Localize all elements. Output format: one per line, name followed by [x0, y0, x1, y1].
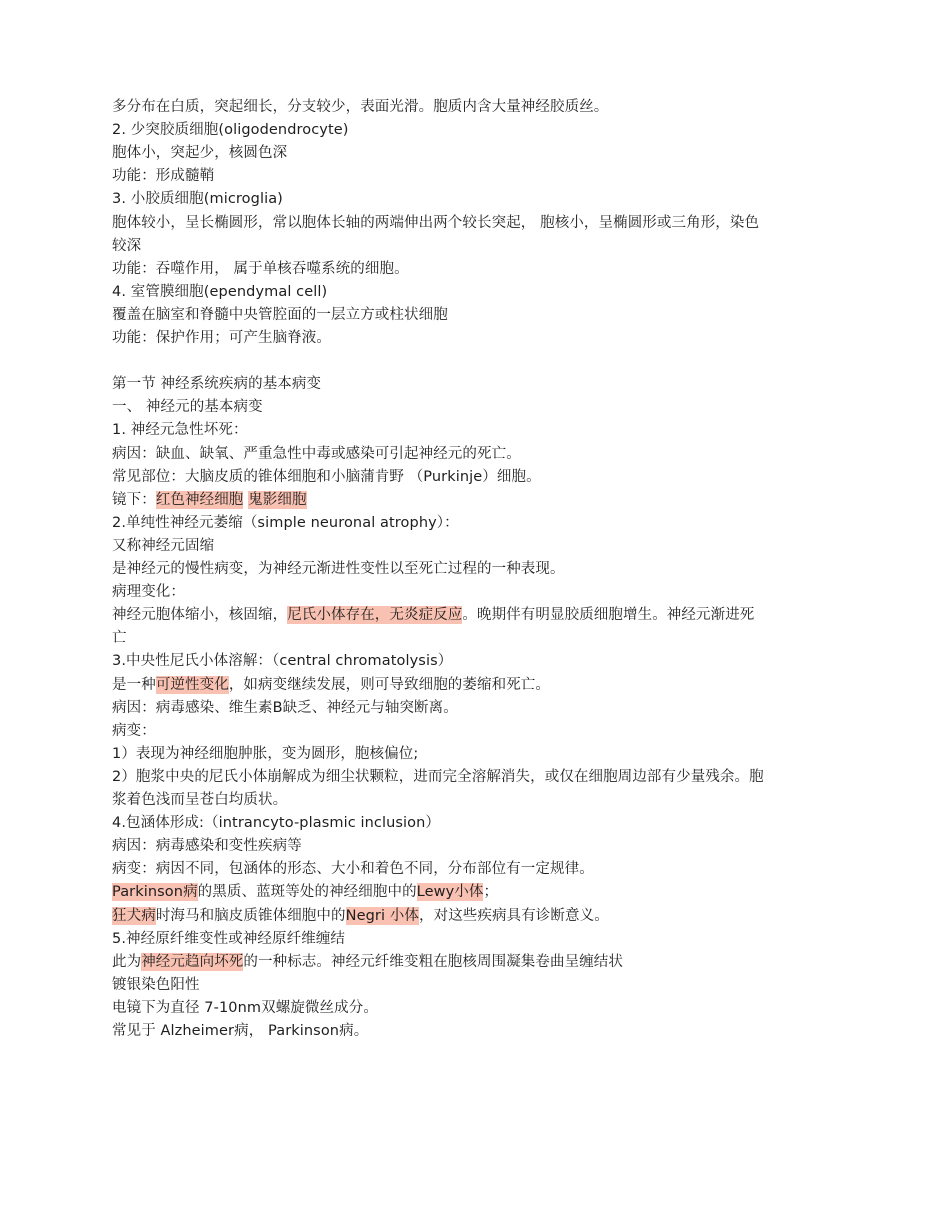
text-segment: 是一种: [112, 676, 156, 693]
text-line: [112, 281, 327, 304]
text-segment: 2）胞浆中央的尼氏小体崩解成为细尘状颗粒，进而完全溶解消失，或仅在细胞周边部有少量残余。胞: [112, 768, 764, 785]
text-segment: 第一节 神经系统疾病的基本病变: [112, 376, 322, 393]
text-line: [112, 997, 378, 1020]
text-line: [112, 627, 127, 650]
highlighted-text: Lewy小体: [416, 884, 484, 901]
text-segment: 常见部位：大脑皮质的锥体细胞和小脑蒲肯野 （Purkinje）细胞。: [112, 468, 541, 485]
text-line: [112, 858, 594, 881]
text-line: [112, 951, 623, 974]
highlighted-text: 红色神经细胞: [155, 491, 244, 508]
text-segment: 病因：病毒感染和变性疾病等: [112, 838, 302, 855]
highlighted-text: 狂犬病: [112, 907, 156, 924]
text-line: [112, 881, 498, 904]
text-line: [112, 720, 156, 743]
text-segment: 病因：病毒感染、维生素B缺乏、神经元与轴突断离。: [112, 699, 458, 716]
text-segment: 功能：吞噬作用， 属于单核吞噬系统的细胞。: [112, 260, 409, 277]
text-segment: 2.单纯性神经元萎缩（simple neuronal atrophy）：: [112, 514, 459, 531]
text-segment: ，对这些疾病具有诊断意义。: [419, 907, 609, 924]
text-line: [112, 650, 452, 673]
text-line: [112, 212, 759, 235]
text-line: [112, 674, 550, 697]
text-segment: 功能：保护作用；可产生脑脊液。: [112, 330, 331, 346]
text-line: [112, 558, 565, 581]
text-segment: 是神经元的慢性病变，为神经元渐进性变性以至死亡过程的一种表现。: [112, 561, 565, 577]
text-line: [112, 489, 307, 512]
text-line: [112, 789, 287, 812]
text-segment: 5.神经原纤维变性或神经原纤维缠结: [112, 930, 346, 947]
highlighted-text: 可逆性变化: [155, 676, 229, 693]
text-line: [112, 928, 345, 951]
text-segment: 多分布在白质，突起细长，分支较少，表面光滑。胞质内含大量神经胶质丝。: [112, 99, 609, 115]
highlighted-text: 尼氏小体存在，无炎症反应: [287, 607, 463, 624]
text-segment: 胞体小，突起少，核圆色深: [112, 145, 288, 162]
text-segment: 。晚期伴有明显胶质细胞增生。神经元渐进死: [462, 607, 755, 624]
text-segment: 1）表现为神经细胞肿胀，变为圆形，胞核偏位;: [112, 745, 419, 762]
text-segment: 功能：形成髓鞘: [112, 168, 215, 185]
highlighted-text: Parkinson病: [112, 884, 198, 901]
text-segment: 的一种标志。神经元纤维变粗在胞核周围凝集卷曲呈缠结状: [243, 953, 624, 970]
text-line: [112, 466, 541, 489]
text-segment: 浆着色浅而呈苍白均质状。: [112, 792, 288, 808]
text-segment: 1. 神经元急性坏死：: [112, 422, 248, 439]
text-line: [112, 373, 321, 396]
text-segment: 病变：病因不同，包涵体的形态、大小和着色不同，分布部位有一定规律。: [112, 861, 594, 878]
text-segment: 覆盖在脑室和脊髓中央管腔面的一层立方或柱状细胞: [112, 306, 448, 323]
highlighted-text: 鬼影细胞: [248, 491, 307, 508]
text-line: [112, 1020, 368, 1043]
text-line: [112, 96, 608, 119]
text-line: [112, 766, 764, 789]
text-line: [112, 974, 200, 997]
text-line: [112, 604, 754, 627]
text-line: [112, 697, 458, 720]
text-segment: 亡: [112, 630, 127, 647]
text-line: [112, 419, 248, 442]
text-segment: 4.包涵体形成:（intrancyto-plasmic inclusion）: [112, 815, 441, 832]
text-segment: 又称神经元固缩: [112, 537, 215, 554]
text-line: [112, 812, 440, 835]
text-line: [112, 581, 185, 604]
text-line: [112, 142, 287, 165]
text-segment: 常见于 Alzheimer病， Parkinson病。: [112, 1023, 369, 1039]
text-segment: 的黑质、蓝斑等处的神经细胞中的: [197, 884, 417, 901]
highlighted-text: Negri 小体: [345, 907, 419, 924]
text-segment: 此为: [112, 953, 142, 970]
text-line: [112, 327, 331, 350]
text-segment: 较深: [112, 237, 142, 254]
text-segment: 病因：缺血、缺氧、严重急性中毒或感染可引起神经元的死亡。: [112, 445, 521, 462]
text-line: [112, 512, 459, 535]
text-segment: 镀银染色阳性: [112, 976, 200, 993]
text-segment: 4. 室管膜细胞(ependymal cell): [112, 283, 328, 300]
text-segment: 电镜下为直径 7-10nm双螺旋微丝成分。: [112, 999, 378, 1016]
text-segment: ；: [483, 884, 499, 901]
text-line: [112, 119, 349, 142]
text-segment: 3. 小胶质细胞(microglia): [112, 191, 283, 208]
text-line: [112, 235, 141, 258]
text-line: [112, 188, 283, 211]
text-line: [112, 396, 263, 419]
text-segment: 时海马和脑皮质锥体细胞中的: [155, 907, 346, 924]
text-segment: 病理变化：: [112, 584, 185, 601]
text-line: [112, 743, 418, 766]
text-line: [112, 905, 609, 928]
text-segment: 神经元胞体缩小，核固缩，: [112, 607, 288, 624]
text-line: [112, 835, 302, 858]
text-segment: 2. 少突胶质细胞(oligodendrocyte): [112, 122, 349, 139]
text-segment: 胞体较小，呈长椭圆形，常以胞体长轴的两端伸出两个较长突起， 胞核小，呈椭圆形或三角形，染色: [112, 214, 760, 231]
text-segment: 一、 神经元的基本病变: [112, 399, 263, 416]
text-segment: 镜下：: [112, 491, 156, 508]
text-line: [112, 258, 409, 281]
text-line: [112, 304, 448, 327]
text-line: [112, 535, 214, 558]
text-segment: ，如病变继续发展，则可导致细胞的萎缩和死亡。: [228, 676, 551, 693]
highlighted-text: 神经元趋向坏死: [141, 953, 244, 970]
text-line: [112, 443, 521, 466]
text-segment: 3.中央性尼氏小体溶解：（central chromatolysis）: [112, 653, 453, 670]
text-segment: 病变：: [112, 722, 156, 739]
text-line: [112, 165, 214, 188]
